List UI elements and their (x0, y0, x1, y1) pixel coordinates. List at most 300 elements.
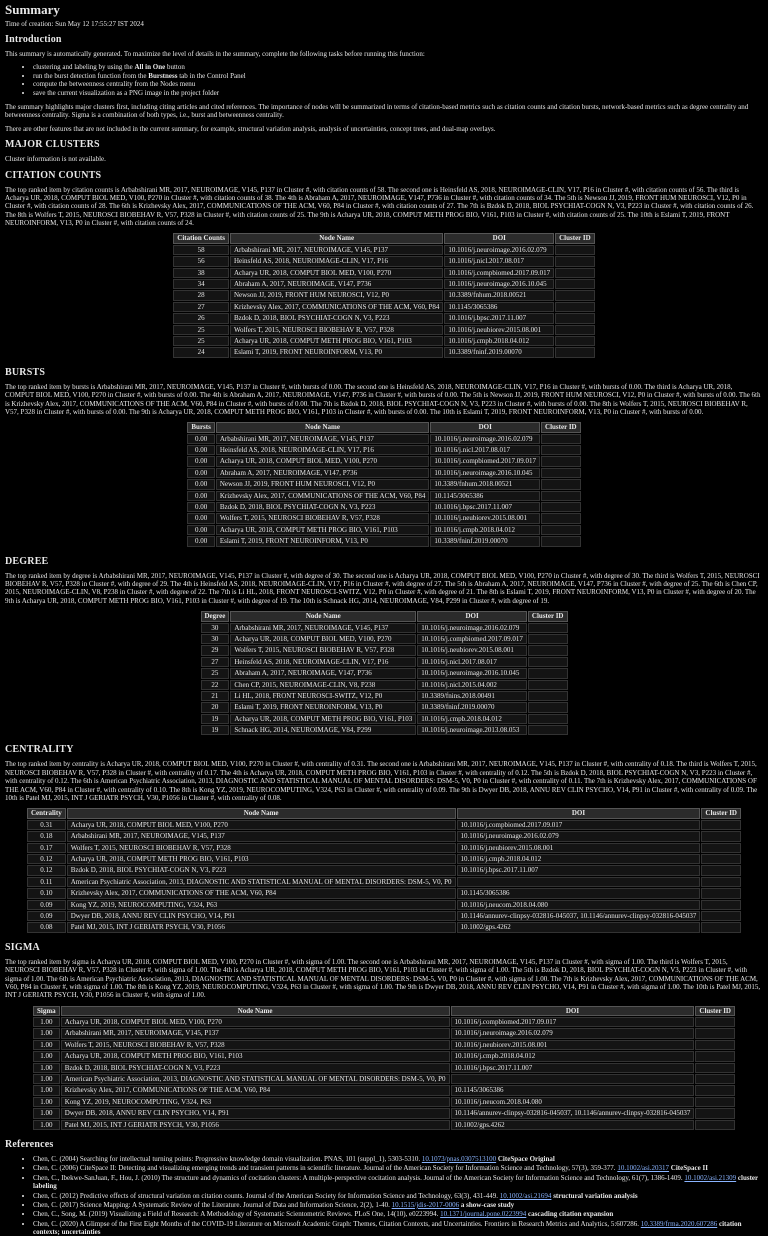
metric-value-cell: 1.00 (33, 1063, 60, 1073)
degree-heading: DEGREE (5, 555, 49, 567)
sigma-section (5, 942, 763, 1131)
metric-value-cell: 26 (173, 313, 229, 323)
doi-cell: 10.1016/j.cmpb.2018.04.012 (430, 525, 540, 535)
metric-value-cell: 27 (201, 657, 230, 667)
column-header: DOI (451, 1006, 695, 1016)
task-emphasis: Burstness (148, 71, 178, 80)
table-row (33, 1028, 735, 1038)
node-name-cell: Abraham A, 2017, NEUROIMAGE, V147, P736 (230, 279, 443, 289)
table-row (173, 302, 594, 312)
metric-value-cell: 25 (201, 668, 230, 678)
node-name-cell: Acharya UR, 2018, COMPUT METH PROG BIO, V161, P103 (67, 854, 456, 864)
table-row (187, 502, 580, 512)
doi-cell: 10.1016/j.neubiorev.2015.08.001 (457, 843, 701, 853)
references-heading: References (5, 1138, 54, 1150)
reference-note: cascading citation expansion (526, 1210, 614, 1219)
doi-cell: 10.3389/fninf.2019.00070 (444, 347, 554, 357)
doi-link[interactable]: 10.1002/asi.20317 (617, 1164, 670, 1173)
cluster-id-cell (701, 854, 741, 864)
cluster-id-cell (541, 502, 581, 512)
doi-cell: 10.1016/j.neuroimage.2016.02.079 (457, 831, 701, 841)
doi-cell: 10.1016/j.cmpb.2018.04.012 (457, 854, 701, 864)
task-text: run the burst detection function from the (33, 71, 149, 80)
node-name-cell: Abraham A, 2017, NEUROIMAGE, V147, P736 (230, 668, 416, 678)
node-name-cell: Acharya UR, 2018, COMPUT BIOL MED, V100, P270 (67, 820, 456, 830)
node-name-cell: Acharya UR, 2018, COMPUT METH PROG BIO, V161, P103 (61, 1051, 450, 1061)
doi-cell: 10.1016/j.neuroimage.2016.02.079 (430, 434, 540, 444)
table-row (201, 680, 568, 690)
cluster-id-cell (528, 714, 568, 724)
column-header: Node Name (230, 611, 416, 621)
node-name-cell: Newson JJ, 2019, FRONT HUM NEUROSCI, V12, P0 (230, 290, 443, 300)
cluster-id-cell (695, 1108, 735, 1118)
doi-cell: 10.1016/j.bpsc.2017.11.007 (457, 865, 701, 875)
node-name-cell: Acharya UR, 2018, COMPUT METH PROG BIO, V161, P103 (230, 714, 416, 724)
cluster-id-cell (701, 911, 741, 921)
table-row (27, 911, 741, 921)
cluster-id-cell (695, 1074, 735, 1084)
intro-paragraph-3: There are other features that are not included in the current summary, for example, structural variation analysis, analysis of uncertainties, concept trees, and dual-map overlays. (5, 124, 496, 133)
doi-cell: 10.3389/fnhum.2018.00521 (430, 479, 540, 489)
metric-value-cell: 29 (201, 645, 230, 655)
doi-cell: 10.1016/j.neubiorev.2015.08.001 (417, 645, 527, 655)
metric-value-cell: 1.00 (33, 1028, 60, 1038)
centrality-summary: The top ranked item by centrality is Acharya UR, 2018, COMPUT BIOL MED, V100, P270 in Cluster #, with centrality of 0.31. The second one is Arbabshirani MR, 2017, NEUROIMAGE, V145, P137 in Cluster #, with centrality of 0.18. The third is Wolfers T, 2015, NEUROSCI BIOBEHAV R, V57, P328 in Cluster #, with centrality of 0.17. The 4th is Acharya UR, 2018, COMPUT METH PROG BIO, V161, P103 in Cluster #, with centrality of 0.12. The 5th is Bzdok D, 2018, BIOL PSYCHIAT-COGN N, V3, P223 in Cluster #, with centrality of 0.12. The 6th is American Psychiatric Association, 2013, DIAGNOSTIC AND STATISTICAL MANUAL OF MENTAL DISORDERS: DSM-5, V0, P0 in Cluster #, with centrality of 0.11. The 7th is Krizhevsky Alex, 2017, COMMUNICATIONS OF THE ACM, V60, P84 in Cluster #, with centrality of 0.10. The 8th is Kong YZ, 2019, NEUROCOMPUTING, V324, P63 in Cluster #, with centrality of 0.09. The 9th is Dwyer DB, 2018, ANNU REV CLIN PSYCHO, V14, P91 in Cluster #, with centrality of 0.09. The 10th is Patel MJ, 2015, INT J GERIATR PSYCH, V30, P1056 in Cluster #, with centrality of 0.08. (5, 760, 758, 803)
task-text: save the current visualization as a PNG image in the project folder (33, 88, 220, 97)
citation-counts-heading: CITATION COUNTS (5, 169, 102, 181)
metric-value-cell: 38 (173, 268, 229, 278)
metric-value-cell: 0.31 (27, 820, 66, 830)
citation-counts-table (172, 232, 595, 358)
column-header: DOI (457, 808, 701, 818)
node-name-cell: Newson JJ, 2019, FRONT HUM NEUROSCI, V12, P0 (216, 479, 429, 489)
table-row (201, 645, 568, 655)
column-header: Cluster ID (541, 422, 581, 432)
node-name-cell: Wolfers T, 2015, NEUROSCI BIOBEHAV R, V57, P328 (67, 843, 456, 853)
cluster-id-cell (695, 1028, 735, 1038)
node-name-cell: Wolfers T, 2015, NEUROSCI BIOBEHAV R, V57, P328 (230, 645, 416, 655)
reference-list (5, 1155, 763, 1236)
metric-value-cell: 0.00 (187, 468, 214, 478)
bursts-section (5, 367, 763, 548)
doi-cell (451, 1074, 695, 1084)
cluster-id-cell (541, 445, 581, 455)
doi-cell: 10.1146/annurev-clinpsy-032816-045037, 10.1146/annurev-clinpsy-032816-045037 (457, 911, 701, 921)
metric-value-cell: 1.00 (33, 1108, 60, 1118)
metric-value-cell: 25 (173, 336, 229, 346)
reference-text: Chen, C., Ibekwe-SanJuan, F., Hou, J. (2010) The structure and dynamics of cocitation clusters: A multiple-perspective cocitation analysis. Journal of the American Society for Information Science and Technology, 61(7), 1386-1409. (33, 1173, 685, 1182)
task-item (33, 89, 763, 97)
doi-cell (457, 877, 701, 887)
doi-cell: 10.1016/j.neuroimage.2016.02.079 (451, 1028, 695, 1038)
table-row (173, 245, 594, 255)
node-name-cell: Chen CP, 2015, NEUROIMAGE-CLIN, V8, P238 (230, 680, 416, 690)
reference-item (33, 1174, 763, 1191)
doi-link[interactable]: 10.1002/asi.21309 (684, 1173, 737, 1182)
metric-value-cell: 0.00 (187, 491, 214, 501)
degree-summary: The top ranked item by degree is Arbabshirani MR, 2017, NEUROIMAGE, V145, P137 in Cluster #, with degree of 30. The second one is Acharya UR, 2018, COMPUT BIOL MED, V100, P270 in Cluster #, with degree of 30. The third is Wolfers T, 2015, NEUROSCI BIOBEHAV R, V57, P328 in Cluster #, with degree of 29. The 4th is Heinsfeld AS, 2018, NEUROIMAGE-CLIN, V17, P16 in Cluster #, with degree of 27. The 5th is Abraham A, 2017, NEUROIMAGE, V147, P736 in Cluster #, with degree of 25. The 6th is Chen CP, 2015, NEUROIMAGE-CLIN, V8, P238 in Cluster #, with degree of 22. The 7th is Li HL, 2018, FRONT NEUROSCI-SWITZ, V12, P0 in Cluster #, with degree of 21. The 8th is Eslami T, 2019, FRONT NEUROINFORM, V13, P0 in Cluster #, with degree of 20. The 9th is Acharya UR, 2018, COMPUT METH PROG BIO, V161, P103 in Cluster #, with degree of 19. The 10th is Schnack HG, 2014, NEUROIMAGE, V84, P299 in Cluster #, with degree of 19. (5, 571, 760, 605)
doi-cell: 10.1016/j.compbiomed.2017.09.017 (457, 820, 701, 830)
metric-value-cell: 1.00 (33, 1074, 60, 1084)
node-name-cell: Heinsfeld AS, 2018, NEUROIMAGE-CLIN, V17, P16 (216, 445, 429, 455)
task-text: clustering and labeling by using the (33, 63, 135, 72)
cluster-id-cell (528, 645, 568, 655)
metric-value-cell: 0.12 (27, 854, 66, 864)
node-name-cell: Bzdok D, 2018, BIOL PSYCHIAT-COGN N, V3, P223 (216, 502, 429, 512)
column-header: Cluster ID (555, 233, 595, 243)
table-row (173, 279, 594, 289)
node-name-cell: Arbabshirani MR, 2017, NEUROIMAGE, V145, P137 (230, 623, 416, 633)
doi-cell: 10.1145/3065386 (444, 302, 554, 312)
node-name-cell: Schnack HG, 2014, NEUROIMAGE, V84, P299 (230, 725, 416, 735)
doi-cell: 10.3389/fninf.2019.00070 (417, 702, 527, 712)
column-header: Node Name (216, 422, 429, 432)
metric-value-cell: 0.00 (187, 434, 214, 444)
task-text-end: tab in the Control Panel (177, 71, 246, 80)
reference-text: Chen, C., Song, M. (2019) Visualizing a Field of Research: A Methodology of Systematic Scientometric Reviews. PLoS One, 14(10), e0223994. (33, 1210, 441, 1219)
cluster-id-cell (541, 456, 581, 466)
column-header: Node Name (61, 1006, 450, 1016)
table-row (201, 668, 568, 678)
degree-table (200, 610, 569, 736)
cluster-id-cell (701, 843, 741, 853)
cluster-id-cell (528, 702, 568, 712)
metric-value-cell: 0.18 (27, 831, 66, 841)
table-row (201, 702, 568, 712)
table-row (201, 634, 568, 644)
node-name-cell: Dwyer DB, 2018, ANNU REV CLIN PSYCHO, V14, P91 (67, 911, 456, 921)
table-row (33, 1097, 735, 1107)
major-clusters-heading: MAJOR CLUSTERS (5, 139, 100, 151)
doi-cell: 10.1002/gps.4262 (457, 922, 701, 932)
cluster-id-cell (701, 922, 741, 932)
column-header: Bursts (187, 422, 214, 432)
doi-link[interactable]: 10.3389/frma.2020.607286 (640, 1219, 718, 1228)
cluster-id-cell (528, 725, 568, 735)
cluster-id-cell (541, 536, 581, 546)
table-row (187, 525, 580, 535)
cluster-id-cell (695, 1097, 735, 1107)
column-header: Node Name (67, 808, 456, 818)
node-name-cell: Arbabshirani MR, 2017, NEUROIMAGE, V145, P137 (216, 434, 429, 444)
table-row (27, 820, 741, 830)
reference-note: CiteSpace Original (496, 1154, 555, 1163)
metric-value-cell: 0.00 (187, 479, 214, 489)
cluster-id-cell (701, 877, 741, 887)
cluster-id-cell (695, 1051, 735, 1061)
sigma-heading: SIGMA (5, 941, 40, 953)
metric-value-cell: 1.00 (33, 1085, 60, 1095)
table-row (27, 877, 741, 887)
doi-cell: 10.1016/j.nicl.2017.08.017 (430, 445, 540, 455)
reference-item (33, 1164, 763, 1172)
node-name-cell: Acharya UR, 2018, COMPUT METH PROG BIO, V161, P103 (230, 336, 443, 346)
doi-cell: 10.1016/j.neubiorev.2015.08.001 (430, 513, 540, 523)
cluster-id-cell (541, 468, 581, 478)
doi-cell: 10.1016/j.neuroimage.2016.10.045 (417, 668, 527, 678)
node-name-cell: Eslami T, 2019, FRONT NEUROINFORM, V13, P0 (230, 347, 443, 357)
bursts-table (186, 421, 581, 547)
table-row (33, 1040, 735, 1050)
metric-value-cell: 30 (201, 623, 230, 633)
metric-value-cell: 21 (201, 691, 230, 701)
doi-cell: 10.3389/fnins.2018.00491 (417, 691, 527, 701)
cluster-id-cell (555, 347, 595, 357)
doi-cell: 10.1016/j.cmpb.2018.04.012 (417, 714, 527, 724)
doi-cell: 10.1016/j.neubiorev.2015.08.001 (451, 1040, 695, 1050)
cluster-id-cell (541, 434, 581, 444)
table-row (27, 888, 741, 898)
cluster-id-cell (555, 256, 595, 266)
node-name-cell: Krizhevsky Alex, 2017, COMMUNICATIONS OF THE ACM, V60, P84 (216, 491, 429, 501)
cluster-id-cell (555, 313, 595, 323)
node-name-cell: Arbabshirani MR, 2017, NEUROIMAGE, V145, P137 (230, 245, 443, 255)
metric-value-cell: 0.00 (187, 513, 214, 523)
node-name-cell: Wolfers T, 2015, NEUROSCI BIOBEHAV R, V57, P328 (61, 1040, 450, 1050)
sigma-summary: The top ranked item by sigma is Acharya UR, 2018, COMPUT BIOL MED, V100, P270 in Cluster #, with sigma of 1.00. The second one is Arbabshirani MR, 2017, NEUROIMAGE, V145, P137 in Cluster #, with sigma of 1.00. The third is Wolfers T, 2015, NEUROSCI BIOBEHAV R, V57, P328 in Cluster #, with sigma of 1.00. The 4th is Acharya UR, 2018, COMPUT METH PROG BIO, V161, P103 in Cluster #, with sigma of 1.00. The 5th is Bzdok D, 2018, BIOL PSYCHIAT-COGN N, V3, P223 in Cluster #, with sigma of 1.00. The 6th is American Psychiatric Association, 2013, DIAGNOSTIC AND STATISTICAL MANUAL OF MENTAL DISORDERS: DSM-5, V0, P0 in Cluster #, with sigma of 1.00. The 7th is Krizhevsky Alex, 2017, COMMUNICATIONS OF THE ACM, V60, P84 in Cluster #, with sigma of 1.00. The 8th is Kong YZ, 2019, NEUROCOMPUTING, V324, P63 in Cluster #, with sigma of 1.00. The 9th is Dwyer DB, 2018, ANNU REV CLIN PSYCHO, V14, P91 in Cluster #, with sigma of 1.00. The 10th is Patel MJ, 2015, INT J GERIATR PSYCH, V30, P1056 in Cluster #, with sigma of 1.00. (5, 957, 761, 1000)
node-name-cell: Abraham A, 2017, NEUROIMAGE, V147, P736 (216, 468, 429, 478)
table-row (187, 456, 580, 466)
table-row (187, 445, 580, 455)
table-row (27, 843, 741, 853)
metric-value-cell: 1.00 (33, 1051, 60, 1061)
metric-value-cell: 0.00 (187, 445, 214, 455)
table-row (173, 268, 594, 278)
reference-text: Chen, C. (2020) A Glimpse of the First Eight Months of the COVID-19 Literature on Microsoft Academic Graph: Themes, Citation Contexts, and Uncertainties. Frontiers in Research Metrics and Analytics, 5:607286. (33, 1219, 641, 1228)
citation-counts-summary: The top ranked item by citation counts is Arbabshirani MR, 2017, NEUROIMAGE, V145, P137 in Cluster #, with citation counts of 58. The second one is Heinsfeld AS, 2018, NEUROIMAGE-CLIN, V17, P16 in Cluster #, with citation counts of 56. The third is Acharya UR, 2018, COMPUT BIOL MED, V100, P270 in Cluster #, with citation counts of 38. The 4th is Abraham A, 2017, NEUROIMAGE, V147, P736 in Cluster #, with citation counts of 34. The 5th is Newson JJ, 2019, FRONT HUM NEUROSCI, V12, P0 in Cluster #, with citation counts of 28. The 6th is Krizhevsky Alex, 2017, COMMUNICATIONS OF THE ACM, V60, P84 in Cluster #, with citation counts of 27. The 7th is Bzdok D, 2018, BIOL PSYCHIAT-COGN N, V3, P223 in Cluster #, with citation counts of 26. The 8th is Wolfers T, 2015, NEUROSCI BIOBEHAV R, V57, P328 in Cluster #, with citation counts of 25. The 9th is Acharya UR, 2018, COMPUT METH PROG BIO, V161, P103 in Cluster #, with citation counts of 25. The 10th is Eslami T, 2019, FRONT NEUROINFORM, V13, P0 in Cluster #, with citation counts of 24. (5, 185, 754, 228)
cluster-id-cell (695, 1040, 735, 1050)
metric-value-cell: 0.12 (27, 865, 66, 875)
cluster-id-cell (555, 245, 595, 255)
doi-cell: 10.1016/j.nicl.2017.08.017 (417, 657, 527, 667)
node-name-cell: Acharya UR, 2018, COMPUT BIOL MED, V100, P270 (216, 456, 429, 466)
node-name-cell: Krizhevsky Alex, 2017, COMMUNICATIONS OF THE ACM, V60, P84 (230, 302, 443, 312)
node-name-cell: Dwyer DB, 2018, ANNU REV CLIN PSYCHO, V14, P91 (61, 1108, 450, 1118)
column-header: Cluster ID (695, 1006, 735, 1016)
table-row (187, 434, 580, 444)
metric-value-cell: 25 (173, 325, 229, 335)
table-row (33, 1063, 735, 1073)
column-header: Node Name (230, 233, 443, 243)
table-row (173, 290, 594, 300)
node-name-cell: Arbabshirani MR, 2017, NEUROIMAGE, V145, P137 (61, 1028, 450, 1038)
node-name-cell: Acharya UR, 2018, COMPUT METH PROG BIO, V161, P103 (216, 525, 429, 535)
reference-text: Chen, C. (2006) CiteSpace II: Detecting and visualizing emerging trends and transient patterns in scientific literature. Journal of the American Society for Information Science and Technology, 57(3), 359-377. (33, 1164, 618, 1173)
column-header: DOI (444, 233, 554, 243)
cluster-id-cell (555, 325, 595, 335)
metric-value-cell: 0.00 (187, 536, 214, 546)
cluster-id-cell (528, 657, 568, 667)
cluster-id-cell (701, 820, 741, 830)
cluster-id-cell (701, 888, 741, 898)
node-name-cell: Heinsfeld AS, 2018, NEUROIMAGE-CLIN, V17, P16 (230, 657, 416, 667)
cluster-id-cell (541, 513, 581, 523)
doi-cell: 10.3389/fninf.2019.00070 (430, 536, 540, 546)
node-name-cell: Krizhevsky Alex, 2017, COMMUNICATIONS OF THE ACM, V60, P84 (67, 888, 456, 898)
table-row (187, 468, 580, 478)
cluster-id-cell (555, 336, 595, 346)
table-row (33, 1108, 735, 1118)
task-list (5, 63, 763, 97)
metric-value-cell: 0.00 (187, 525, 214, 535)
metric-value-cell: 30 (201, 634, 230, 644)
doi-cell: 10.1016/j.compbiomed.2017.09.017 (451, 1017, 695, 1027)
task-emphasis: All in One (134, 63, 166, 72)
node-name-cell: Bzdok D, 2018, BIOL PSYCHIAT-COGN N, V3, P223 (61, 1063, 450, 1073)
table-row (201, 657, 568, 667)
metric-value-cell: 0.08 (27, 922, 66, 932)
cluster-id-cell (528, 680, 568, 690)
table-header-row (201, 611, 568, 621)
node-name-cell: Eslami T, 2019, FRONT NEUROINFORM, V13, P0 (216, 536, 429, 546)
table-row (201, 714, 568, 724)
cluster-id-cell (541, 491, 581, 501)
doi-cell: 10.1145/3065386 (451, 1085, 695, 1095)
cluster-id-cell (528, 634, 568, 644)
cluster-id-cell (695, 1085, 735, 1095)
node-name-cell: Kong YZ, 2019, NEUROCOMPUTING, V324, P63 (67, 900, 456, 910)
node-name-cell: Patel MJ, 2015, INT J GERIATR PSYCH, V30, P1056 (61, 1120, 450, 1130)
metric-value-cell: 0.00 (187, 456, 214, 466)
column-header: Cluster ID (528, 611, 568, 621)
node-name-cell: Arbabshirani MR, 2017, NEUROIMAGE, V145, P137 (67, 831, 456, 841)
reference-text: Chen, C. (2017) Science Mapping: A Systematic Review of the Literature. Journal of Data and Information Science, 2(2), 1-40. (33, 1200, 392, 1209)
metric-value-cell: 22 (201, 680, 230, 690)
node-name-cell: Wolfers T, 2015, NEUROSCI BIOBEHAV R, V57, P328 (216, 513, 429, 523)
doi-cell: 10.1016/j.cmpb.2018.04.012 (451, 1051, 695, 1061)
doi-cell: 10.1145/3065386 (457, 888, 701, 898)
intro-paragraph-2: The summary highlights major clusters first, including citing articles and cited references. The importance of nodes will be summarized in terms of citation-based metrics such as citation counts and citation bursts, network-based metrics such as degree centrality and betweenness centrality. Sigma is a combination of both types, i.e., burst and betweenness centrality. (5, 102, 749, 120)
doi-cell: 10.1002/gps.4262 (451, 1120, 695, 1130)
metric-value-cell: 34 (173, 279, 229, 289)
reference-item (33, 1210, 763, 1218)
doi-cell: 10.1016/j.nicl.2015.04.002 (417, 680, 527, 690)
metric-value-cell: 0.09 (27, 900, 66, 910)
metric-value-cell: 0.09 (27, 911, 66, 921)
doi-cell: 10.1016/j.neuroimage.2016.10.045 (444, 279, 554, 289)
doi-link[interactable]: 10.1073/pnas.0307513100 (421, 1154, 497, 1163)
metric-value-cell: 1.00 (33, 1097, 60, 1107)
cluster-id-cell (541, 479, 581, 489)
node-name-cell: Acharya UR, 2018, COMPUT BIOL MED, V100, P270 (61, 1017, 450, 1027)
cluster-id-cell (528, 623, 568, 633)
table-row (33, 1074, 735, 1084)
table-row (27, 865, 741, 875)
table-row (27, 831, 741, 841)
cluster-id-cell (701, 900, 741, 910)
cluster-id-cell (555, 279, 595, 289)
doi-cell: 10.1145/3065386 (430, 491, 540, 501)
metric-value-cell: 0.00 (187, 502, 214, 512)
cluster-id-cell (541, 525, 581, 535)
doi-cell: 10.1016/j.nicl.2017.08.017 (444, 256, 554, 266)
doi-link[interactable]: 10.1371/journal.pone.0223994 (440, 1210, 527, 1219)
bursts-heading: BURSTS (5, 366, 46, 378)
table-header-row (187, 422, 580, 432)
doi-cell: 10.1016/j.compbiomed.2017.09.017 (430, 456, 540, 466)
doi-cell: 10.1016/j.neuroimage.2016.02.079 (444, 245, 554, 255)
intro-paragraph: This summary is automatically generated. To maximize the level of details in the summary, complete the following tasks before running this function: (5, 49, 425, 58)
intro-heading: Introduction (5, 33, 62, 45)
node-name-cell: Heinsfeld AS, 2018, NEUROIMAGE-CLIN, V17, P16 (230, 256, 443, 266)
cluster-id-cell (528, 691, 568, 701)
doi-cell: 10.1016/j.bpsc.2017.11.007 (430, 502, 540, 512)
table-row (173, 336, 594, 346)
doi-cell: 10.1016/j.neubiorev.2015.08.001 (444, 325, 554, 335)
doi-cell: 10.1016/j.bpsc.2017.11.007 (451, 1063, 695, 1073)
task-text-end: button (165, 63, 185, 72)
table-row (33, 1017, 735, 1027)
node-name-cell: Patel MJ, 2015, INT J GERIATR PSYCH, V30, P1056 (67, 922, 456, 932)
node-name-cell: Wolfers T, 2015, NEUROSCI BIOBEHAV R, V57, P328 (230, 325, 443, 335)
column-header: DOI (430, 422, 540, 432)
cluster-id-cell (701, 831, 741, 841)
centrality-section (5, 744, 763, 933)
column-header: DOI (417, 611, 527, 621)
node-name-cell: American Psychiatric Association, 2013, DIAGNOSTIC AND STATISTICAL MANUAL OF MENTAL DISORDERS: DSM-5, V0, P0 (67, 877, 456, 887)
node-name-cell: Eslami T, 2019, FRONT NEUROINFORM, V13, P0 (230, 702, 416, 712)
table-header-row (33, 1006, 735, 1016)
doi-cell: 10.3389/fnhum.2018.00521 (444, 290, 554, 300)
citation-counts-section (5, 170, 763, 359)
node-name-cell: Acharya UR, 2018, COMPUT BIOL MED, V100, P270 (230, 268, 443, 278)
table-header-row (27, 808, 741, 818)
reference-item (33, 1201, 763, 1209)
column-header: Cluster ID (701, 808, 741, 818)
task-item (33, 80, 763, 88)
table-row (173, 347, 594, 357)
table-row (201, 725, 568, 735)
metric-value-cell: 27 (173, 302, 229, 312)
reference-note: CiteSpace II (669, 1164, 708, 1173)
table-row (33, 1051, 735, 1061)
metric-value-cell: 19 (201, 714, 230, 724)
doi-cell: 10.1016/j.compbiomed.2017.09.017 (417, 634, 527, 644)
degree-section (5, 556, 763, 737)
node-name-cell: American Psychiatric Association, 2013, DIAGNOSTIC AND STATISTICAL MANUAL OF MENTAL DISORDERS: DSM-5, V0, P0 (61, 1074, 450, 1084)
node-name-cell: Bzdok D, 2018, BIOL PSYCHIAT-COGN N, V3, P223 (230, 313, 443, 323)
table-row (33, 1085, 735, 1095)
metric-value-cell: 0.11 (27, 877, 66, 887)
doi-link[interactable]: 10.1515/jdis-2017-0006 (391, 1200, 460, 1209)
reference-item (33, 1220, 763, 1236)
doi-cell: 10.1016/j.neuroimage.2013.08.053 (417, 725, 527, 735)
column-header: Degree (201, 611, 230, 621)
doi-cell: 10.1016/j.compbiomed.2017.09.017 (444, 268, 554, 278)
reference-text: Chen, C. (2004) Searching for intellectual turning points: Progressive knowledge domain visualization. PNAS, 101 (suppl_1), 5303-5310. (33, 1154, 422, 1163)
task-text: compute the betweenness centrality from the Nodes menu (33, 80, 196, 89)
metric-value-cell: 1.00 (33, 1017, 60, 1027)
creation-time: Time of creation: Sun May 12 17:55:27 IST 2024 (5, 19, 144, 28)
metric-value-cell: 58 (173, 245, 229, 255)
doi-link[interactable]: 10.1002/asi.21694 (499, 1191, 552, 1200)
cluster-id-cell (695, 1063, 735, 1073)
doi-cell: 10.1016/j.bpsc.2017.11.007 (444, 313, 554, 323)
column-header: Sigma (33, 1006, 60, 1016)
table-row (201, 691, 568, 701)
doi-cell: 10.1016/j.neucom.2018.04.080 (457, 900, 701, 910)
reference-note: cluster labeling (33, 1173, 758, 1191)
reference-text: Chen, C. (2012) Predictive effects of structural variation on citation counts. Journal of the American Society for Information Science and Technology, 63(3), 431-449. (33, 1191, 500, 1200)
table-header-row (173, 233, 594, 243)
metric-value-cell: 24 (173, 347, 229, 357)
table-row (173, 313, 594, 323)
reference-note: citation contexts; uncertainties (33, 1219, 742, 1236)
cluster-id-cell (555, 290, 595, 300)
table-row (27, 922, 741, 932)
cluster-id-cell (701, 865, 741, 875)
cluster-id-cell (695, 1017, 735, 1027)
